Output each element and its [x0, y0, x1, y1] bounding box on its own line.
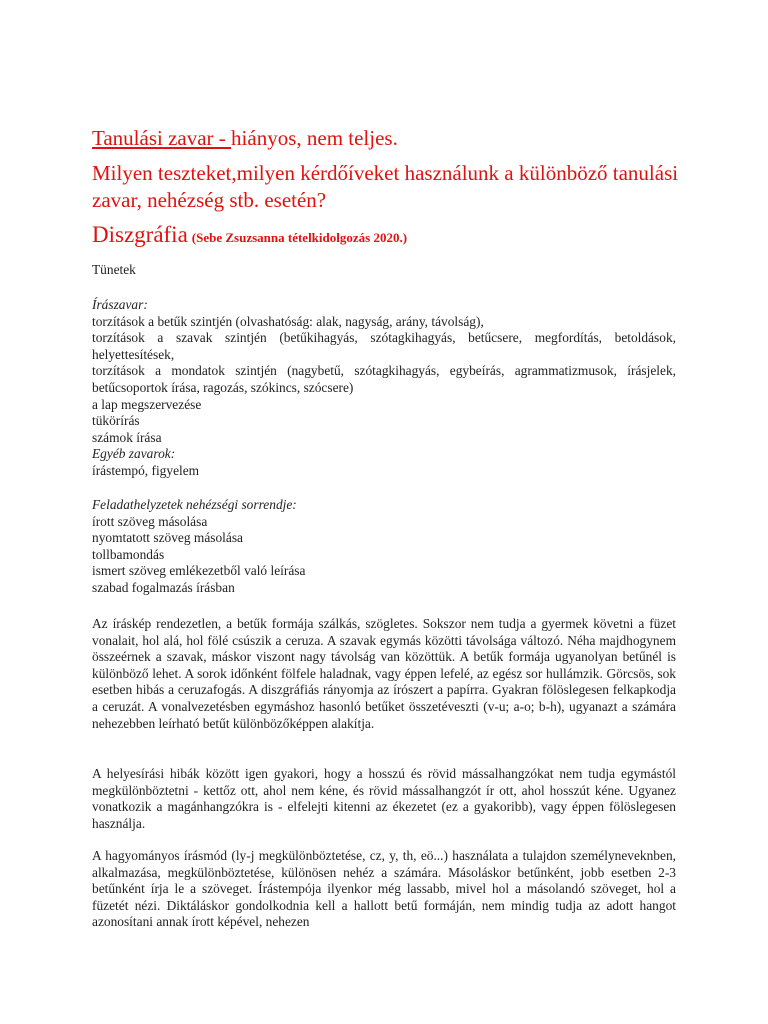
feladat-item: tollbamondás [92, 546, 165, 562]
egyeb-label: Egyéb zavarok: [92, 446, 176, 462]
iraszavar-line-3: torzítások a mondatok szintjén (nagybetű, szótagkihagyás, egybeírás, agrammatizmusok, írásjelek, betűcsoportok írása, ragozás, szókincs, szócsere) [92, 363, 676, 395]
heading-tanulasi-zavar [92, 124, 692, 152]
iraszavar-line-5: tükörírás [92, 413, 140, 429]
iraszavar-line-4: a lap megszervezése [92, 396, 202, 412]
paragraph-3: A hagyományos írásmód (ly-j megkülönböztetése, cz, y, th, eö...) használata a tulajdon személyneveknben, alkalmazása, megkülönböztetése, különösen nehéz a számára. Másoláskor betűnként, jobb esetben 2-3 betűnként írja le a szöveget. Írástempója ilyenkor még lassabb, mivel hol a másolandó szöveget, hol a füzetét nézi. Diktáláskor gondolkodnia kell a hallott betű formáján, nem mindig tudja az adott hangot azonosítani annak írott képével, nehezen [92, 848, 676, 930]
feladat-item: ismert szöveg emlékezetből való leírása [92, 563, 306, 579]
iraszavar-line-6: számok írása [92, 429, 162, 445]
tunetek-label: Tünetek [92, 262, 136, 277]
paragraph-1: Az íráskép rendezetlen, a betűk formája szálkás, szögletes. Sokszor nem tudja a gyermek követni a füzet vonalait, hol alá, hol fölé csúszik a ceruza. A szavak egymás közötti távolsága változó. Néha majdhogynem összeérnek a szavak, máskor viszont nagy távolság van közöttük. A betűk formája ugyanolyan betűnél is különböző lehet. A sorok időnként fölfele haladnak, vagy éppen lefelé, az egész sor hullámzik. Görcsös, sok esetben hibás a ceruzafogás. A diszgráfiás rányomja az írószert a papírra. Gyakran fölöslegesen felkapkodja a ceruzát. A vonalvezetésben egymáshoz hasonló betűket összetéveszti (v-u; a-o; b-h), ugyanazt a számára nehezebben leírható betűt különbözőképpen alakítja. [92, 616, 676, 731]
heading-diszgrafia [92, 222, 692, 248]
iraszavar-line-1: torzítások a betűk szintjén (olvashatóság: alak, nagyság, arány, távolság), [92, 313, 484, 329]
heading-part-2: hiányos, nem teljes. [231, 126, 398, 150]
heading-diszgrafia-subtitle: (Sebe Zsuzsanna tételkidolgozás 2020.) [191, 230, 408, 245]
feladat-label: Feladathelyzetek nehézségi sorrendje: [92, 497, 297, 512]
feladat-item: nyomtatott szöveg másolása [92, 530, 243, 546]
heading-question: Milyen teszteket,milyen kérdőíveket használunk a különböző tanulási zavar, nehézség stb. esetén? [92, 161, 679, 212]
egyeb-line-1: írástempó, figyelem [92, 462, 200, 478]
heading-diszgrafia-title: Diszgráfia [92, 222, 188, 247]
feladat-item: írott szöveg másolása [92, 513, 208, 529]
paragraph-2: A helyesírási hibák között igen gyakori, hogy a hosszú és rövid mássalhangzókat nem tudja egymástól megkülönböztetni - kettőz ott, ahol nem kéne, és rövid mássalhangzót ír ott, ahol hosszút kéne. Ugyanez vonatkozik a magánhangzókra is - elfelejti kitenni az ékezetet (ez a gyakoribb), vagy éppen fölöslegesen használja. [92, 766, 676, 831]
iraszavar-section [92, 297, 676, 480]
heading-part-1: Tanulási zavar - [92, 126, 232, 150]
feladat-item: szabad fogalmazás írásban [92, 579, 235, 595]
iraszavar-line-2: torzítások a szavak szintjén (betűkihagyás, szótagkihagyás, betűcsere, megfordítás, betoldások, helyettesítések, [92, 330, 676, 362]
feladat-section [92, 497, 676, 597]
iraszavar-label: Írászavar: [92, 297, 148, 312]
